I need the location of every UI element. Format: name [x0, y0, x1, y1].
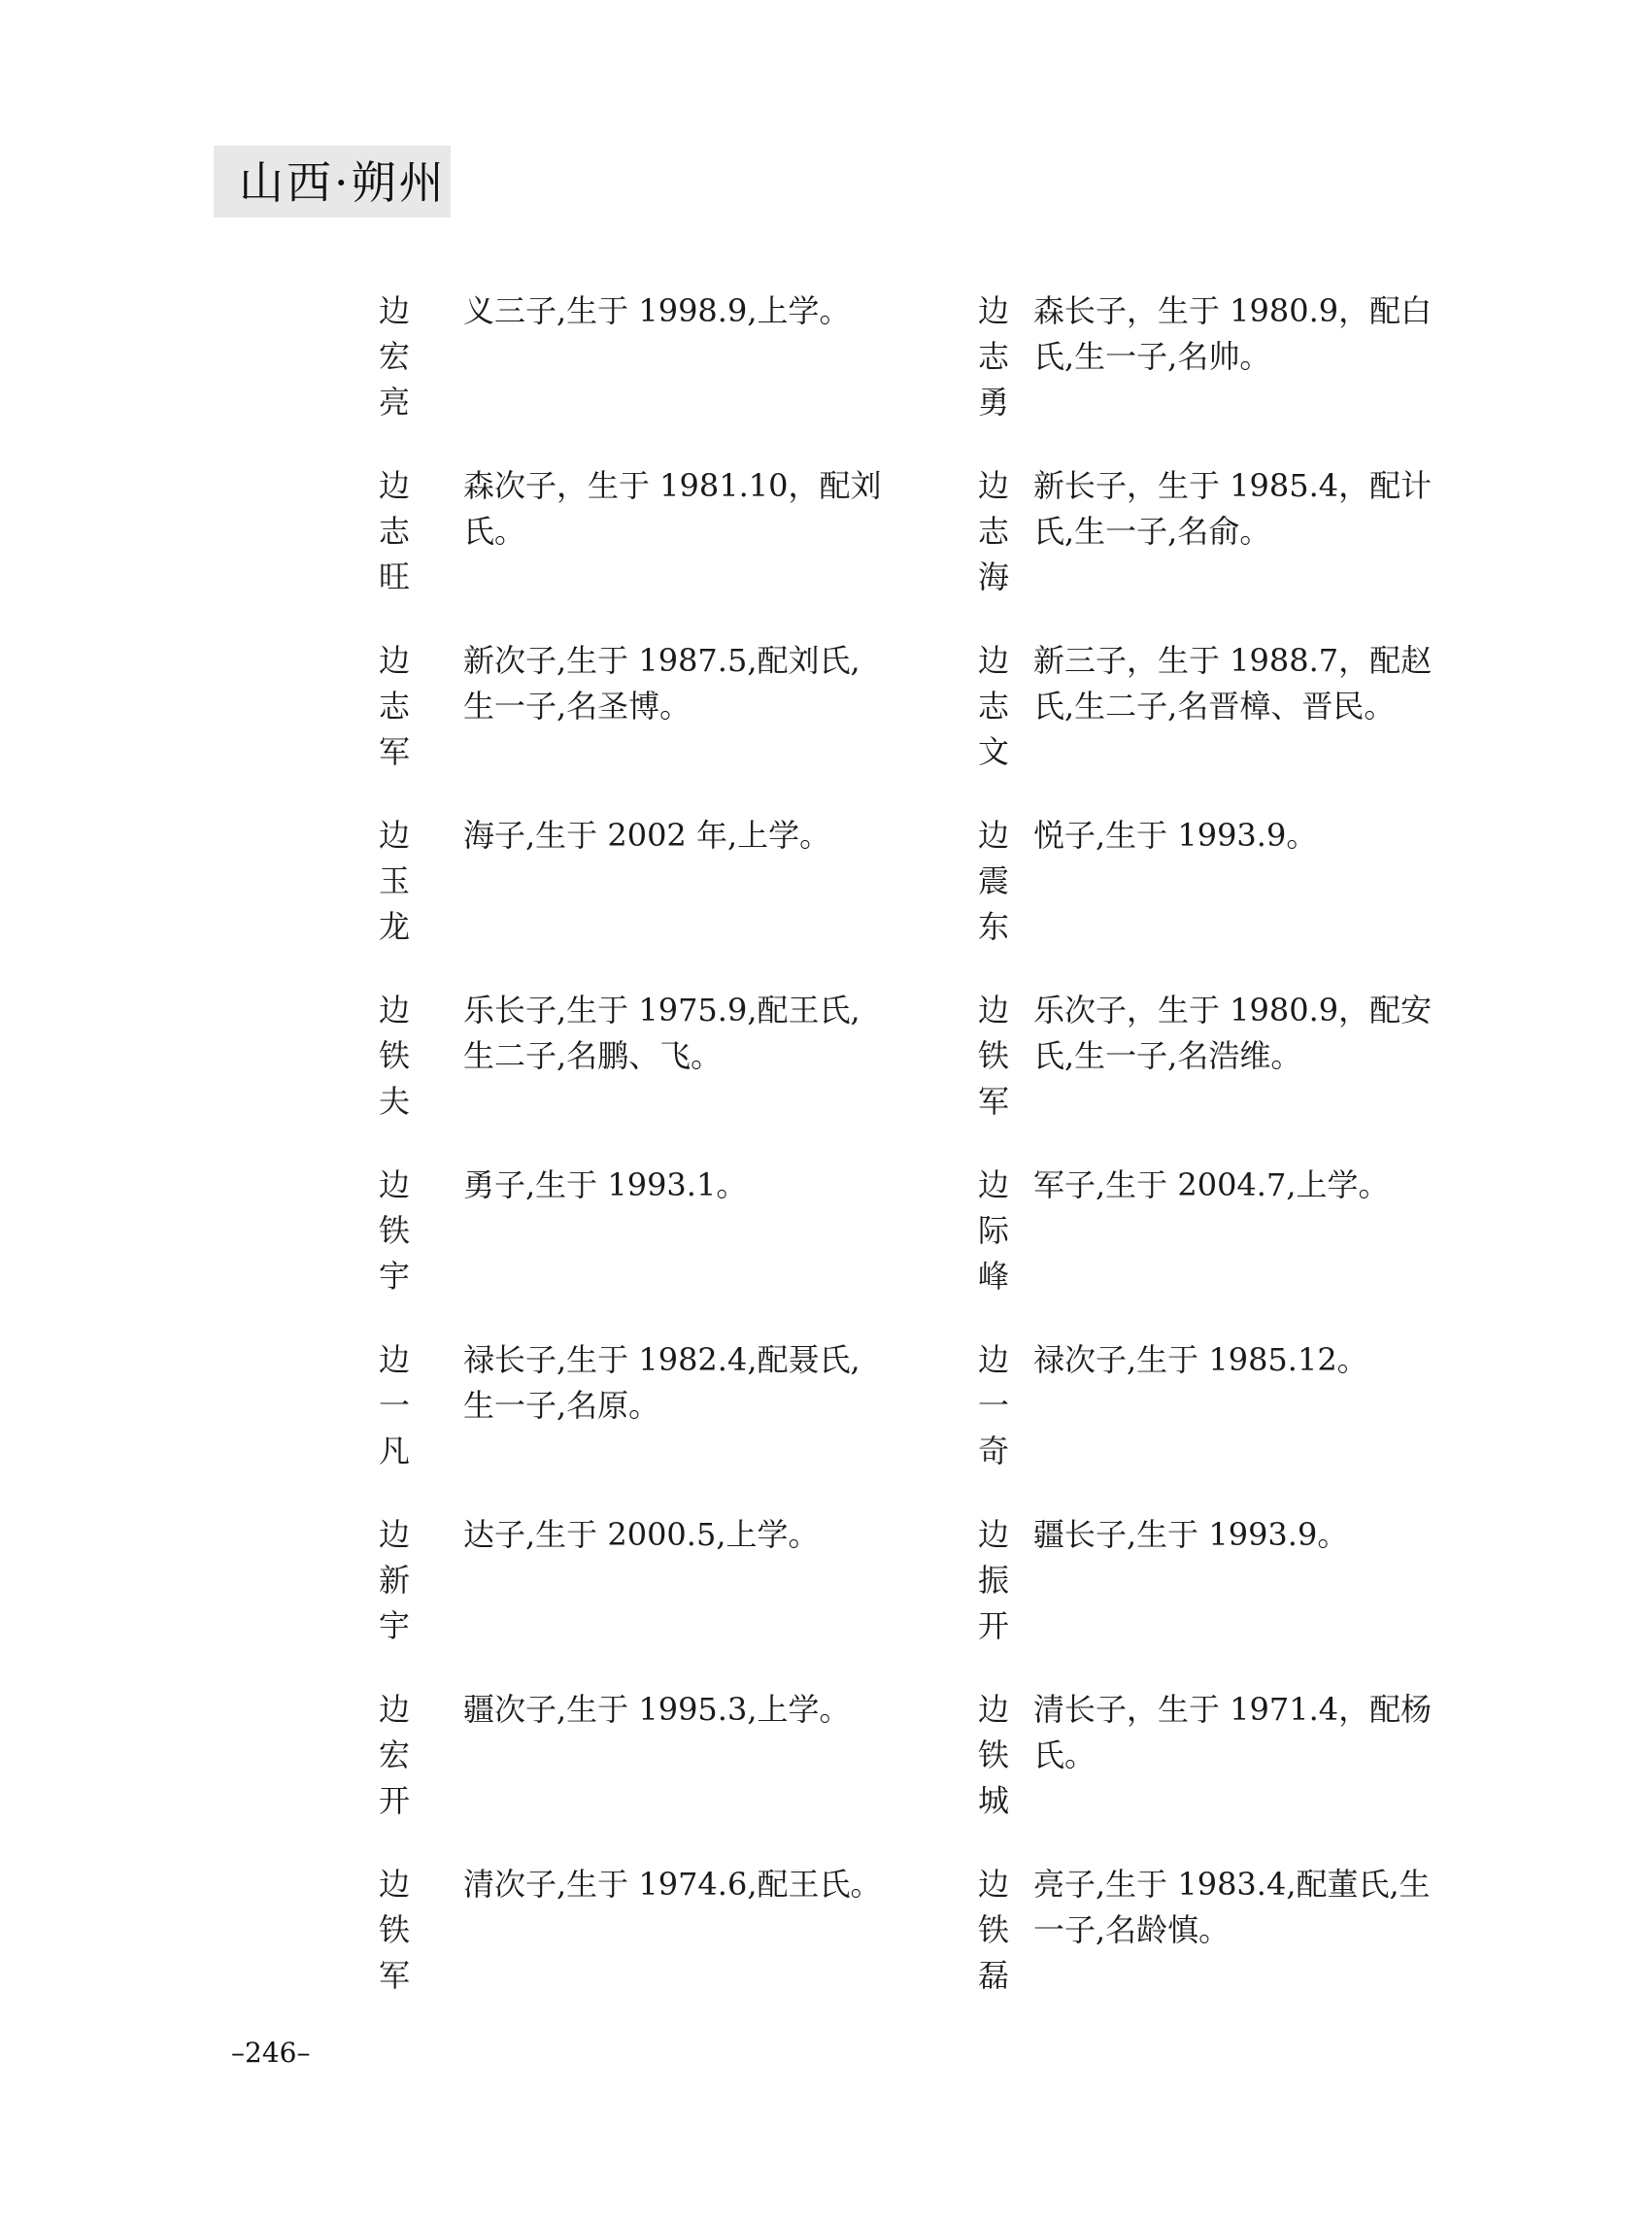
name-character: 边: [977, 992, 1009, 1029]
name-character: 边: [977, 292, 1009, 329]
name-character: 边: [378, 1691, 410, 1728]
name-character: 磊: [977, 1957, 1009, 1994]
person-description: 亮子,生于 1983.4,配董氏,生一子,名龄慎。: [1033, 1866, 1431, 1948]
name-character: 海: [977, 558, 1009, 595]
name-character: 军: [977, 1083, 1009, 1120]
name-character: 铁: [378, 1212, 410, 1249]
page-number: –246–: [231, 2037, 311, 2069]
name-character: 东: [977, 908, 1009, 945]
person-name-vertical: [374, 463, 415, 600]
name-character: 志: [378, 513, 410, 550]
name-character: 一: [977, 1387, 1009, 1424]
person-description: 新长子，生于 1985.4，配计氏,生一子,名俞。: [1033, 467, 1433, 550]
name-character: 军: [378, 733, 410, 770]
name-character: 边: [378, 292, 410, 329]
person-description: 新三子，生于 1988.7，配赵氏,生二子,名晋樟、晋民。: [1033, 642, 1433, 725]
name-character: 边: [977, 642, 1009, 679]
name-character: 亮: [378, 384, 410, 421]
name-character: 城: [977, 1782, 1009, 1819]
person-name-vertical: [973, 288, 1014, 425]
name-character: 铁: [977, 1037, 1009, 1074]
name-character: 一: [378, 1387, 410, 1424]
name-character: 边: [378, 817, 410, 854]
name-character: 铁: [977, 1911, 1009, 1948]
name-character: 宏: [378, 1737, 410, 1773]
person-description: 疆长子,生于 1993.9。: [1033, 1516, 1349, 1553]
name-character: 志: [977, 688, 1009, 725]
person-description: 勇子,生于 1993.1。: [463, 1166, 748, 1203]
person-description: 新次子,生于 1987.5,配刘氏,生一子,名圣博。: [463, 642, 860, 725]
person-description: 乐次子，生于 1980.9，配安氏,生一子,名浩维。: [1033, 992, 1433, 1074]
person-description: 悦子,生于 1993.9。: [1033, 817, 1318, 854]
name-character: 边: [977, 467, 1009, 504]
person-name-vertical: [973, 463, 1014, 600]
name-character: 志: [378, 688, 410, 725]
running-header-title: 山西·朔州: [239, 156, 447, 209]
name-character: 宇: [378, 1607, 410, 1644]
person-description: 清长子，生于 1971.4，配杨氏。: [1033, 1691, 1433, 1773]
person-description: 乐长子,生于 1975.9,配王氏,生二子,名鹏、飞。: [463, 992, 860, 1074]
name-character: 夫: [378, 1083, 410, 1120]
person-description: 禄次子,生于 1985.12。: [1033, 1341, 1368, 1378]
person-name-vertical: [374, 1163, 415, 1299]
name-character: 铁: [378, 1037, 410, 1074]
person-description: 禄长子,生于 1982.4,配聂氏,生一子,名原。: [463, 1341, 860, 1424]
person-description: 海子,生于 2002 年,上学。: [463, 817, 831, 854]
name-character: 勇: [977, 384, 1009, 421]
person-name-vertical: [374, 1687, 415, 1824]
name-character: 边: [378, 1166, 410, 1203]
person-description: 清次子,生于 1974.6,配王氏。: [463, 1866, 882, 1903]
name-character: 振: [977, 1562, 1009, 1599]
name-character: 旺: [378, 558, 410, 595]
name-character: 军: [378, 1957, 410, 1994]
person-description: 森长子，生于 1980.9，配白氏,生一子,名帅。: [1033, 292, 1433, 375]
name-character: 志: [977, 513, 1009, 550]
name-character: 新: [378, 1562, 410, 1599]
name-character: 奇: [977, 1433, 1009, 1469]
person-name-vertical: [973, 1163, 1014, 1299]
person-description: 森次子，生于 1981.10，配刘氏。: [463, 467, 882, 550]
name-character: 边: [977, 817, 1009, 854]
name-character: 边: [378, 467, 410, 504]
person-description: 义三子,生于 1998.9,上学。: [463, 292, 851, 329]
person-name-vertical: [973, 638, 1014, 775]
name-character: 边: [977, 1341, 1009, 1378]
person-name-vertical: [374, 638, 415, 775]
person-name-vertical: [973, 1512, 1014, 1649]
name-character: 边: [378, 642, 410, 679]
name-character: 铁: [977, 1737, 1009, 1773]
name-character: 玉: [378, 862, 410, 899]
name-character: 铁: [378, 1911, 410, 1948]
name-character: 文: [977, 733, 1009, 770]
name-character: 边: [378, 1341, 410, 1378]
name-character: 宏: [378, 338, 410, 375]
person-name-vertical: [973, 1687, 1014, 1824]
name-character: 边: [977, 1691, 1009, 1728]
person-name-vertical: [973, 1862, 1014, 1999]
name-character: 开: [977, 1607, 1009, 1644]
person-name-vertical: [374, 1512, 415, 1649]
person-description: 疆次子,生于 1995.3,上学。: [463, 1691, 851, 1728]
person-name-vertical: [374, 813, 415, 950]
name-character: 边: [378, 992, 410, 1029]
name-character: 峰: [977, 1258, 1009, 1295]
name-character: 际: [977, 1212, 1009, 1249]
person-name-vertical: [374, 988, 415, 1125]
name-character: 龙: [378, 908, 410, 945]
person-description: 达子,生于 2000.5,上学。: [463, 1516, 820, 1553]
name-character: 边: [378, 1866, 410, 1903]
person-name-vertical: [374, 1337, 415, 1474]
name-character: 震: [977, 862, 1009, 899]
name-character: 志: [977, 338, 1009, 375]
name-character: 边: [378, 1516, 410, 1553]
person-name-vertical: [374, 1862, 415, 1999]
person-name-vertical: [374, 288, 415, 425]
name-character: 边: [977, 1516, 1009, 1553]
name-character: 宇: [378, 1258, 410, 1295]
name-character: 边: [977, 1166, 1009, 1203]
person-description: 军子,生于 2004.7,上学。: [1033, 1166, 1390, 1203]
person-name-vertical: [973, 813, 1014, 950]
person-name-vertical: [973, 988, 1014, 1125]
name-character: 开: [378, 1782, 410, 1819]
name-character: 边: [977, 1866, 1009, 1903]
person-name-vertical: [973, 1337, 1014, 1474]
name-character: 凡: [378, 1433, 410, 1469]
